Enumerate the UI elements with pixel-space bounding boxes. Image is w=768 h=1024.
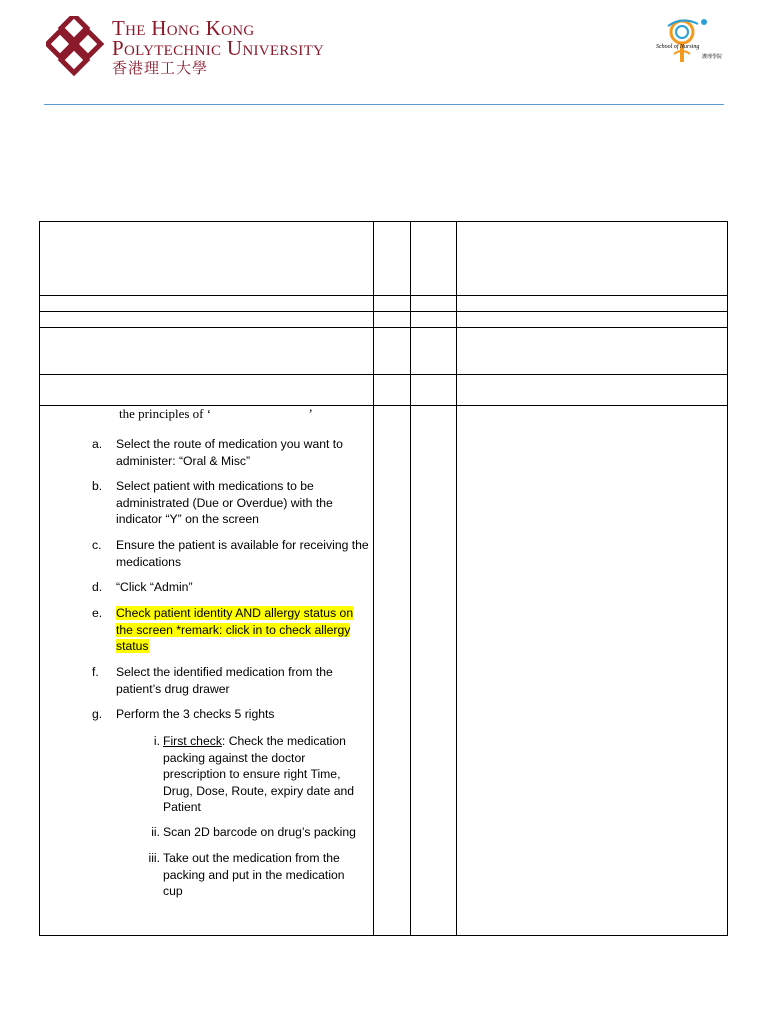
step-marker: d. <box>92 580 103 594</box>
step-text: Select patient with medications to be administrated (Due or Overdue) with the indicator “Y” on the screen <box>116 479 333 526</box>
substep-text: Take out the medication from the packing and put in the medication cup <box>163 851 345 898</box>
step-text: Select the route of medication you want to administer: “Oral & Misc” <box>116 437 343 468</box>
substep-marker: i. <box>153 734 160 748</box>
step-marker: g. <box>92 707 103 721</box>
header-rule <box>44 104 724 105</box>
step-marker: b. <box>92 479 103 493</box>
polyu-emblem-icon <box>46 16 108 78</box>
school-logo-chinese: 護理學院 <box>702 54 723 60</box>
highlighted-text: Check patient identity AND allergy status on the screen *remark: click in to check allergy status <box>116 606 354 653</box>
step-text: Ensure the patient is available for receiving the medications <box>116 538 369 569</box>
row-divider <box>40 311 727 312</box>
substep-detail: : Check the medication packing against the doctor prescription to ensure right Time, Drug, Dose, Route, expiry date and Patient <box>163 734 355 814</box>
university-logo <box>46 14 376 76</box>
column-divider <box>456 222 457 935</box>
step-text: Perform the 3 checks 5 rights <box>116 707 275 721</box>
row-divider <box>40 295 727 296</box>
row-divider <box>40 327 727 328</box>
step-text: Select the identified medication from the patient’s drug drawer <box>116 665 333 696</box>
step-marker: a. <box>92 437 103 451</box>
substep-text <box>163 733 363 816</box>
step-marker: c. <box>92 538 102 552</box>
school-of-nursing-logo <box>652 12 724 68</box>
university-name-line2: Polytechnic University <box>112 36 325 60</box>
university-name-line1: The Hong Kong <box>112 16 255 40</box>
first-check-label: First check <box>163 734 222 748</box>
procedure-steps <box>40 406 372 934</box>
intro-text: the principles of ‘ ’ <box>119 406 313 421</box>
step-marker: e. <box>92 606 103 620</box>
university-name <box>112 18 324 58</box>
school-logo-text: School of Nursing <box>656 44 700 50</box>
column-divider <box>373 222 374 935</box>
row-divider <box>40 374 727 375</box>
step-text-highlighted <box>116 605 356 655</box>
substep-text: Scan 2D barcode on drug’s packing <box>163 825 356 839</box>
step-text: “Click “Admin” <box>116 580 193 594</box>
step-marker: f. <box>92 665 99 679</box>
substep-marker: iii. <box>148 851 160 865</box>
university-name-chinese: 香港理工大學 <box>112 59 209 77</box>
column-divider <box>410 222 411 935</box>
substep-marker: ii. <box>151 825 160 839</box>
